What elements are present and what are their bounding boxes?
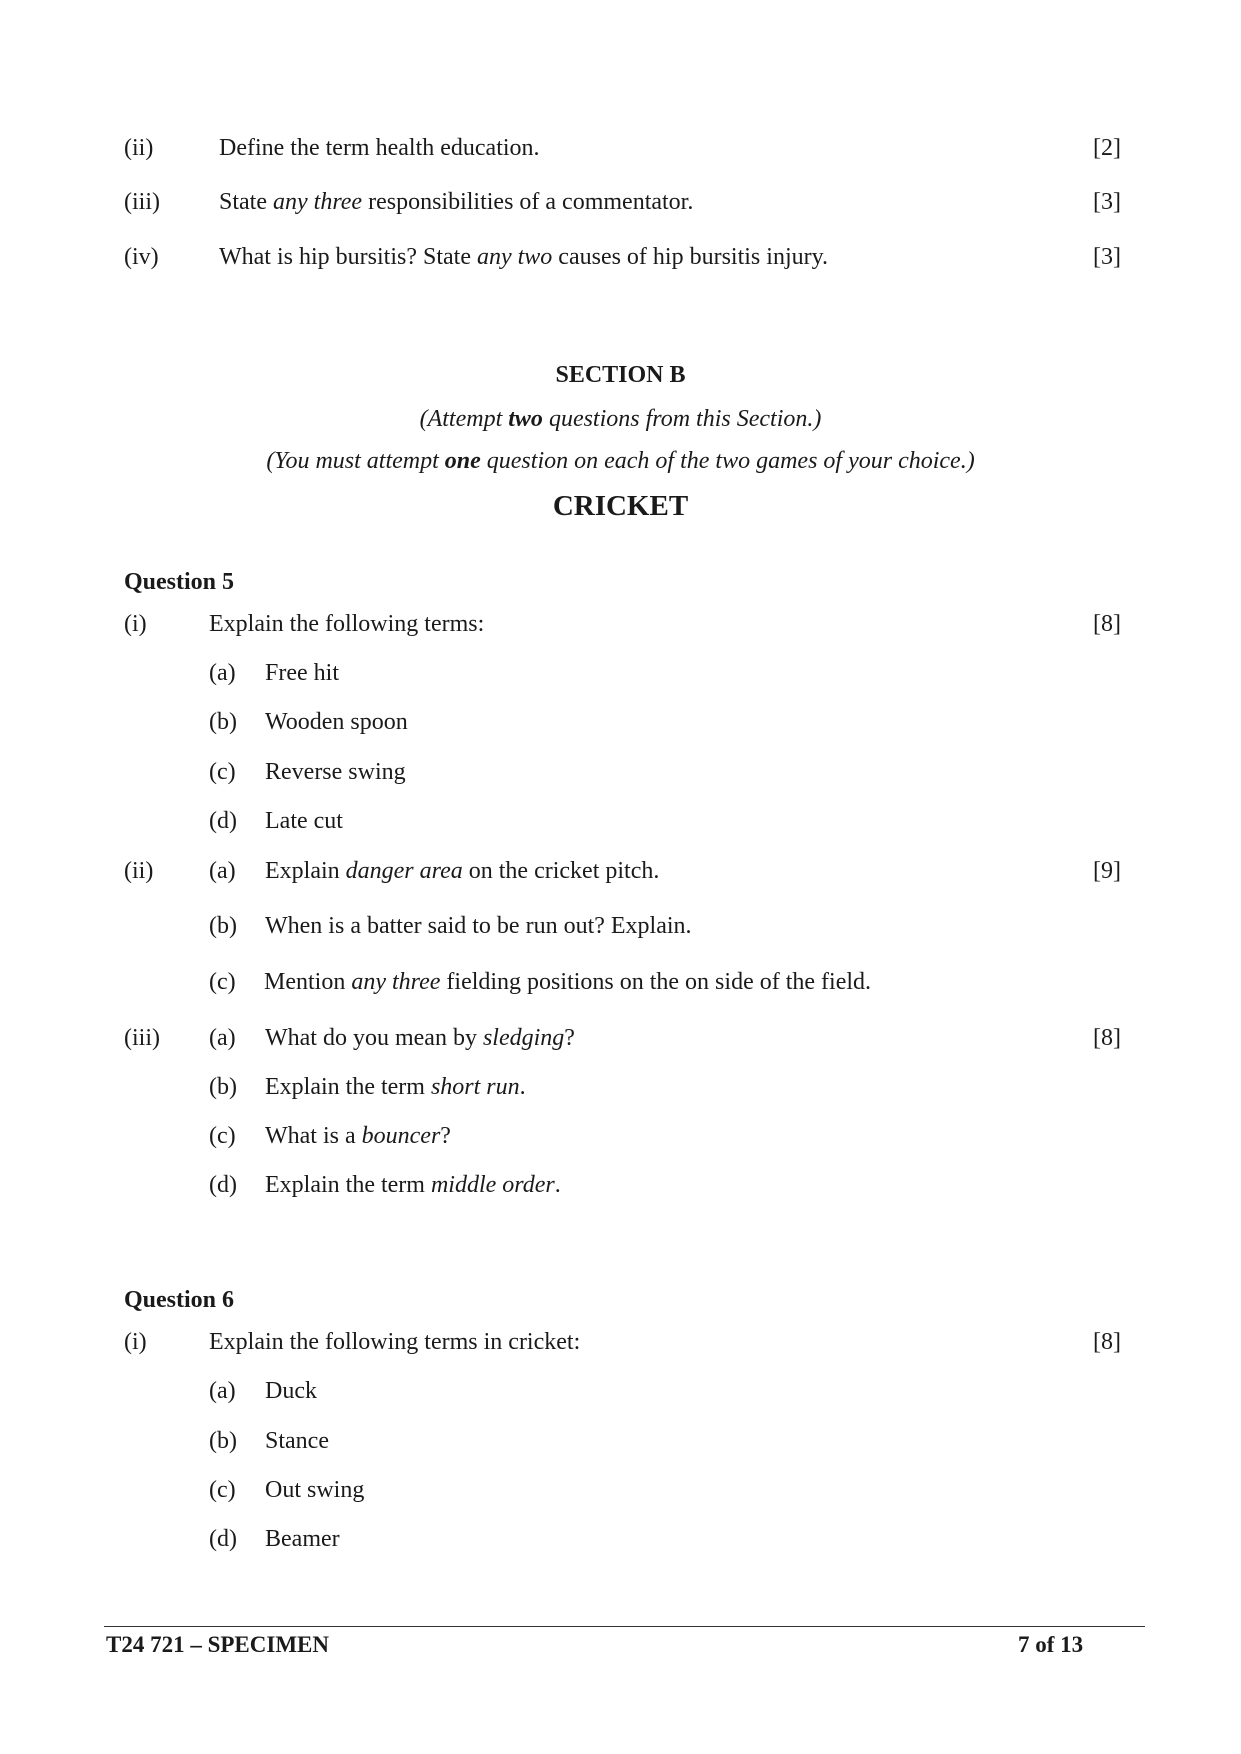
part-text [219,240,828,274]
sub-item-text [265,909,692,943]
sub-item-label: (a) [209,660,236,686]
sub-item-text [265,1119,451,1153]
part-number: (ii) [124,135,154,161]
sub-item-label: (c) [209,969,236,995]
question-part-row [0,240,1241,274]
sub-item-text [265,1168,561,1202]
sub-item [0,1374,1241,1408]
paper-code: T24 721 – SPECIMEN [106,1632,329,1657]
text-run: What do you mean by [265,1025,483,1051]
section-title: SECTION B [555,362,686,388]
sub-item-label: (b) [209,1428,237,1454]
text-run: questions from this Section.) [542,406,822,432]
sub-item-text [265,1021,575,1055]
footer-divider [104,1626,1145,1627]
sub-item [0,1424,1241,1458]
question-part-row [0,1325,1241,1359]
sub-item [0,705,1241,739]
emphasis: sledging [482,1025,565,1051]
emphasis: middle order [430,1172,555,1198]
text-run: Explain the term [265,1172,431,1198]
part-number: (i) [124,611,147,637]
text-run: What is a [265,1123,362,1149]
sub-item [0,1070,1241,1104]
page-number: 7 of 13 [1018,1632,1084,1657]
text-run: question on each of the two games of your choice.) [480,448,975,474]
sub-item-label: (a) [209,1378,236,1404]
text-run: Explain the term [265,1074,431,1100]
part-number: (iii) [124,1025,160,1051]
question-part-row [0,607,1241,641]
part-number: (ii) [124,858,154,884]
question-part-row [0,131,1241,165]
sub-item [0,1168,1241,1202]
text-run: What is hip bursitis? State [219,244,477,270]
sub-item [0,909,1241,943]
marks: [8] [1093,611,1121,637]
section-instruction [0,444,1241,478]
emphasis: any two [476,244,553,270]
part-text: Explain the following terms in cricket: [209,1329,581,1355]
question-part-row [0,185,1241,219]
marks: [2] [1093,135,1121,161]
part-number: (iii) [124,189,160,215]
text-run: Explain [265,858,346,884]
emphasis: danger area [345,858,463,884]
text-run: Define the term health education. [219,135,540,161]
sub-item-text [265,854,659,888]
emphasis: any three [273,189,363,215]
text-run: causes of hip bursitis injury. [552,244,829,270]
part-text [219,131,540,165]
sub-item-label: (a) [209,1025,236,1051]
text-run: State [219,189,273,215]
sub-item-label: (d) [209,808,237,834]
sub-item [0,1473,1241,1507]
strong: two [508,406,543,432]
sub-item [0,656,1241,690]
marks: [3] [1093,189,1121,215]
text-run: (You must attempt [266,448,445,474]
part-number: (iv) [124,244,159,270]
sub-item-text [264,965,871,999]
question-part-row [0,854,1241,888]
marks: [8] [1093,1329,1121,1355]
sub-item-text: Free hit [265,660,339,686]
game-heading: CRICKET [552,490,689,522]
sub-item [0,1522,1241,1556]
sub-item-label: (b) [209,709,237,735]
marks: [9] [1093,858,1121,884]
question-part-row [0,1021,1241,1055]
sub-item [0,755,1241,789]
text-run: (Attempt [419,406,509,432]
part-number: (i) [124,1329,147,1355]
strong: one [444,448,481,474]
part-text: Explain the following terms: [209,611,485,637]
question-title: Question 6 [124,1287,235,1313]
marks: [3] [1093,244,1121,270]
sub-item-label: (a) [209,858,236,884]
sub-item-label: (d) [209,1526,237,1552]
text-run: ? [440,1123,451,1149]
sub-item-text: Stance [265,1428,329,1454]
emphasis: any three [351,969,441,995]
sub-item-label: (c) [209,1123,236,1149]
marks: [8] [1093,1025,1121,1051]
text-run: . [519,1074,526,1100]
sub-item [0,804,1241,838]
sub-item-label: (c) [209,1477,236,1503]
sub-item [0,1119,1241,1153]
sub-item-label: (d) [209,1172,237,1198]
text-run: . [554,1172,561,1198]
text-run: When is a batter said to be run out? Explain. [265,913,692,939]
text-run: fielding positions on the on side of the field. [440,969,872,995]
sub-item-text [265,1070,526,1104]
section-instruction [0,402,1241,436]
part-text [219,185,693,219]
sub-item-text: Late cut [265,808,343,834]
text-run: Mention [264,969,352,995]
sub-item-text: Out swing [265,1477,365,1503]
sub-item-text: Beamer [265,1526,340,1552]
sub-item-label: (c) [209,759,236,785]
sub-item-text: Wooden spoon [265,709,408,735]
sub-item-label: (b) [209,913,237,939]
text-run: on the cricket pitch. [462,858,660,884]
sub-item-text: Reverse swing [265,759,406,785]
emphasis: bouncer [361,1123,441,1149]
emphasis: short run [430,1074,520,1100]
question-title: Question 5 [124,569,235,595]
text-run: responsibilities of a commentator. [362,189,694,215]
sub-item [0,965,1241,999]
sub-item-label: (b) [209,1074,237,1100]
sub-item-text: Duck [265,1378,317,1404]
text-run: ? [564,1025,575,1051]
